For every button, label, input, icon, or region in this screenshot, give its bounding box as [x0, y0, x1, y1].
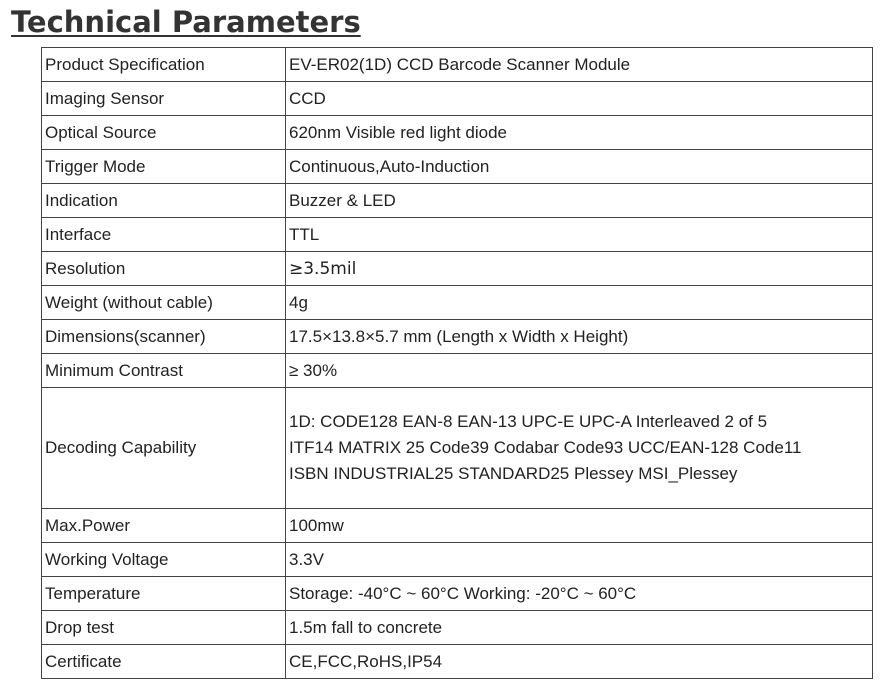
table-row: [42, 252, 873, 286]
spec-value: TTL: [286, 218, 873, 252]
spec-value: 4g: [286, 286, 873, 320]
spec-key: Indication: [42, 184, 286, 218]
spec-value: ≥ 30%: [286, 354, 873, 388]
spec-key: Drop test: [42, 611, 286, 645]
spec-key: Product Specification: [42, 48, 286, 82]
spec-key: Trigger Mode: [42, 150, 286, 184]
table-row: [42, 543, 873, 577]
spec-key: Imaging Sensor: [42, 82, 286, 116]
spec-value: 100mw: [286, 509, 873, 543]
spec-key: Decoding Capability: [42, 388, 286, 509]
spec-key: Optical Source: [42, 116, 286, 150]
table-row: [42, 354, 873, 388]
table-row: [42, 82, 873, 116]
spec-key: Dimensions(scanner): [42, 320, 286, 354]
spec-key: Temperature: [42, 577, 286, 611]
spec-key: Resolution: [42, 252, 286, 286]
table-row: [42, 577, 873, 611]
spec-key: Working Voltage: [42, 543, 286, 577]
table-row: [42, 48, 873, 82]
spec-value: Storage: -40°C ~ 60°C Working: -20°C ~ 60°C: [286, 577, 873, 611]
spec-value: Continuous,Auto-Induction: [286, 150, 873, 184]
table-row: [42, 150, 873, 184]
spec-key: Max.Power: [42, 509, 286, 543]
spec-key: Interface: [42, 218, 286, 252]
spec-key: Certificate: [42, 645, 286, 679]
decoding-line: 1D: CODE128 EAN-8 EAN-13 UPC-E UPC-A Interleaved 2 of 5: [289, 412, 768, 431]
table-row: [42, 320, 873, 354]
spec-key: Weight (without cable): [42, 286, 286, 320]
spec-value: CCD: [286, 82, 873, 116]
spec-value: 3.3V: [286, 543, 873, 577]
decoding-line: ISBN INDUSTRIAL25 STANDARD25 Plessey MSI_Plessey: [289, 464, 738, 483]
spec-value: 1.5m fall to concrete: [286, 611, 873, 645]
decoding-line: ITF14 MATRIX 25 Code39 Codabar Code93 UCC/EAN-128 Code11: [289, 438, 802, 457]
table-row: [42, 509, 873, 543]
page-title: Technical Parameters: [11, 5, 361, 39]
table-row: [42, 611, 873, 645]
table-row: [42, 645, 873, 679]
table-row: [42, 218, 873, 252]
spec-value: 620nm Visible red light diode: [286, 116, 873, 150]
spec-value: Buzzer & LED: [286, 184, 873, 218]
spec-value: CE,FCC,RoHS,IP54: [286, 645, 873, 679]
table-row: [42, 388, 873, 509]
spec-key: Minimum Contrast: [42, 354, 286, 388]
table-row: [42, 286, 873, 320]
spec-value-multiline: [286, 388, 873, 509]
table-row: [42, 184, 873, 218]
spec-table: [41, 47, 873, 679]
spec-value: EV-ER02(1D) CCD Barcode Scanner Module: [286, 48, 873, 82]
spec-value: 17.5×13.8×5.7 mm (Length x Width x Height): [286, 320, 873, 354]
spec-value: ≥3.5mil: [286, 252, 873, 286]
table-row: [42, 116, 873, 150]
